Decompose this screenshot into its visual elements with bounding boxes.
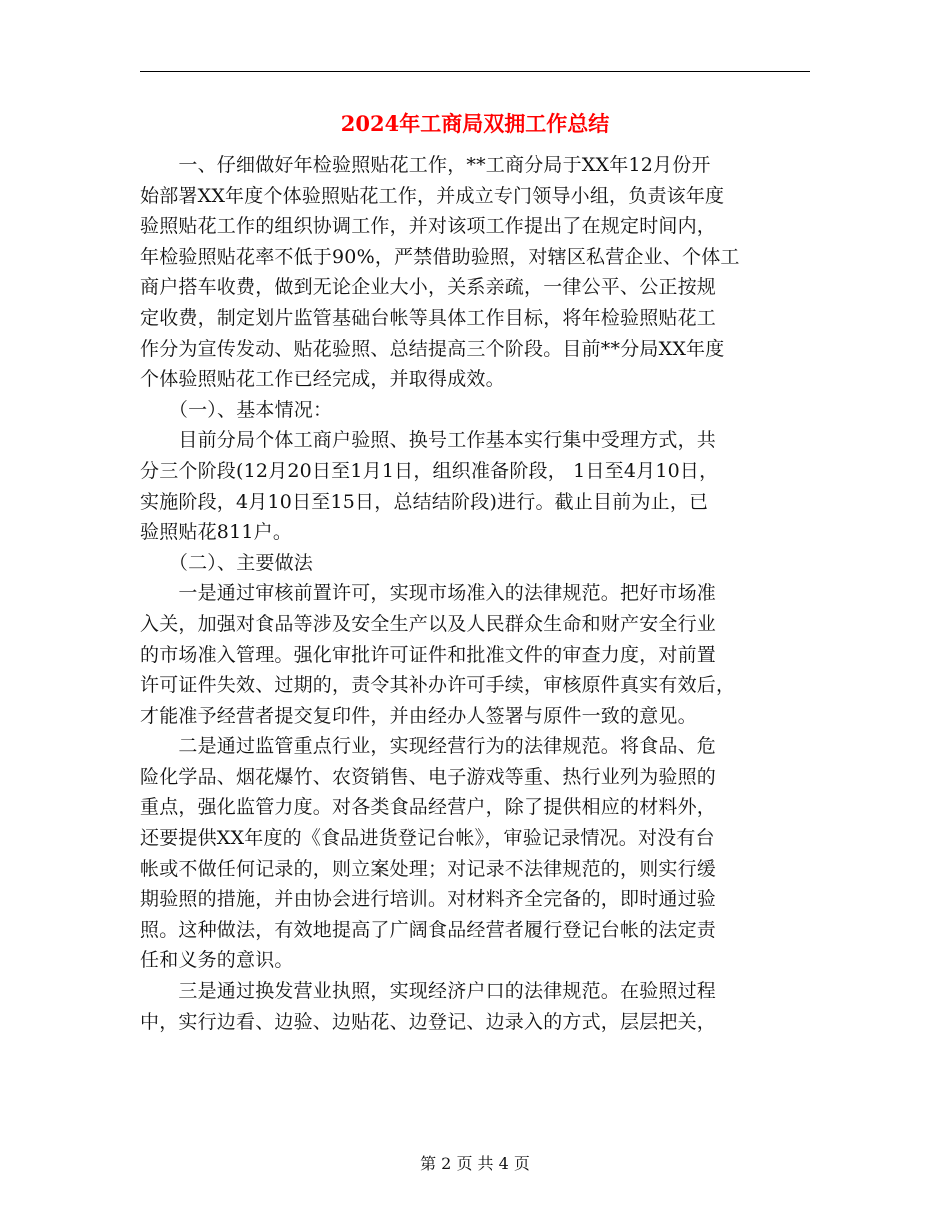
body-line: 个体验照贴花工作已经完成，并取得成效。 bbox=[140, 368, 505, 391]
body-line: 三是通过换发营业执照，实现经济户口的法律规范。在验照过程 bbox=[140, 980, 717, 1003]
body-line: 中，实行边看、边验、边贴花、边登记、边录入的方式，层层把关， bbox=[140, 1010, 717, 1033]
body-line: 帐或不做任何记录的，则立案处理；对记录不法律规范的，则实行缓 bbox=[140, 857, 717, 880]
body-line: 一是通过审核前置许可，实现市场准入的法律规范。把好市场准 bbox=[140, 582, 717, 605]
body-line: 重点，强化监管力度。对各类食品经营户，除了提供相应的材料外， bbox=[140, 796, 717, 819]
body-line: 验照贴花811户。 bbox=[140, 521, 293, 544]
body-line: 任和义务的意识。 bbox=[140, 949, 294, 972]
body-line: 目前分局个体工商户验照、换号工作基本实行集中受理方式，共 bbox=[140, 429, 717, 452]
body-line: 险化学品、烟花爆竹、农资销售、电子游戏等重、热行业列为验照的 bbox=[140, 765, 717, 788]
body-line: 验照贴花工作的组织协调工作，并对该项工作提出了在规定时间内， bbox=[140, 215, 717, 238]
body-line: 始部署XX年度个体验照贴花工作，并成立专门领导小组，负责该年度 bbox=[140, 184, 725, 207]
body-line: 入关，加强对食品等涉及安全生产以及人民群众生命和财产安全行业 bbox=[140, 612, 717, 635]
body-line: 作分为宣传发动、贴花验照、总结提高三个阶段。目前**分局XX年度 bbox=[140, 337, 725, 360]
document-body bbox=[140, 150, 812, 1037]
page-number-footer: 第 2 页 共 4 页 bbox=[420, 1154, 530, 1173]
header-rule bbox=[140, 71, 810, 72]
body-line: 才能准予经营者提交复印件，并由经办人签署与原件一致的意见。 bbox=[140, 704, 697, 727]
document-title: 2024年工商局双拥工作总结 bbox=[340, 111, 610, 136]
body-line: 二是通过监管重点行业，实现经营行为的法律规范。将食品、危 bbox=[140, 735, 717, 758]
section-heading: （二）、主要做法 bbox=[140, 551, 314, 574]
body-line: 年检验照贴花率不低于90%，严禁借助验照，对辖区私营企业、个体工 bbox=[140, 245, 740, 268]
body-line: 实施阶段，4月10日至15日，总结结阶段)进行。截止目前为止，已 bbox=[140, 490, 709, 513]
body-line: 定收费，制定划片监管基础台帐等具体工作目标，将年检验照贴花工 bbox=[140, 306, 717, 329]
body-line: 许可证件失效、过期的，责令其补办许可手续，审核原件真实有效后， bbox=[140, 674, 736, 697]
body-line: 分三个阶段(12月20日至1月1日，组织准备阶段， 1日至4月10日， bbox=[140, 459, 719, 482]
body-line: 的市场准入管理。强化审批许可证件和批准文件的审查力度，对前置 bbox=[140, 643, 717, 666]
body-line: 期验照的措施，并由协会进行培训。对材料齐全完备的，即时通过验 bbox=[140, 888, 717, 911]
body-line: 还要提供XX年度的《食品进货登记台帐》，审验记录情况。对没有台 bbox=[140, 827, 715, 850]
section-heading: （一）、基本情况： bbox=[140, 398, 333, 421]
body-line: 一、仔细做好年检验照贴花工作，**工商分局于XX年12月份开 bbox=[140, 154, 711, 176]
body-line: 照。这种做法，有效地提高了广阔食品经营者履行登记台帐的法定责 bbox=[140, 918, 717, 941]
body-line: 商户搭车收费，做到无论企业大小，关系亲疏，一律公平、公正按规 bbox=[140, 276, 717, 299]
